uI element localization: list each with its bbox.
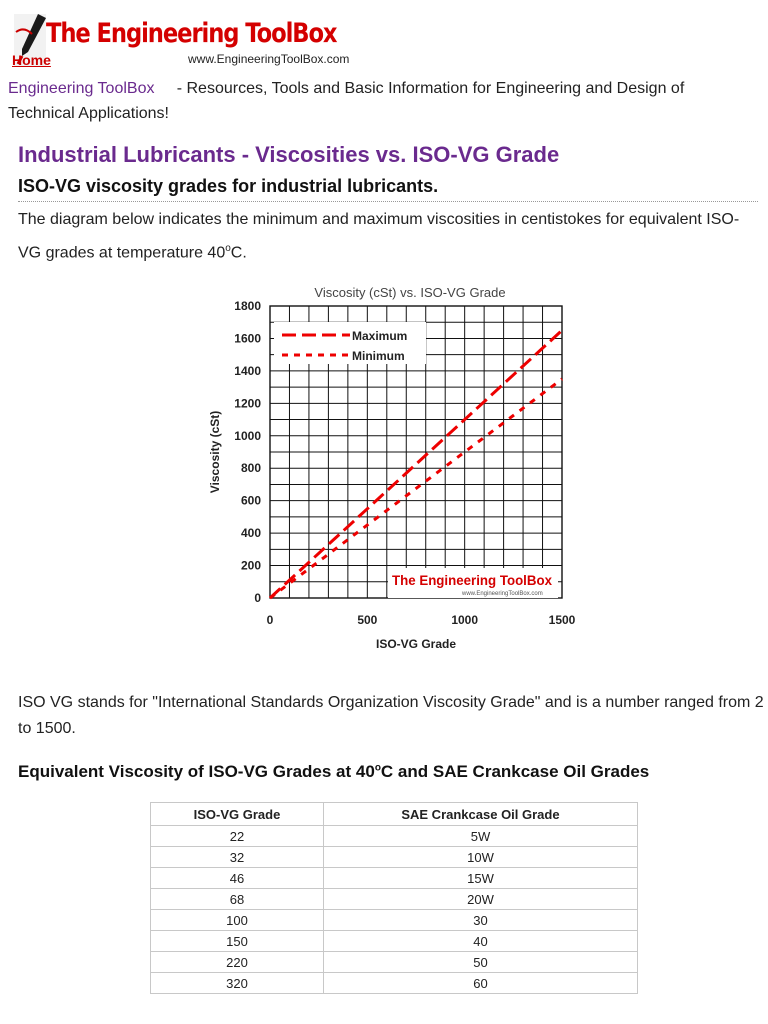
- site-logo[interactable]: [12, 8, 372, 70]
- table-row: [151, 973, 638, 994]
- viscosity-chart: [200, 278, 580, 658]
- table-heading: [18, 762, 649, 782]
- watermark-url: www.EngineeringToolBox.com: [462, 591, 543, 597]
- watermark-title: The Engineering ToolBox: [392, 572, 553, 588]
- x-axis-label: ISO-VG Grade: [375, 637, 457, 651]
- y-axis-label: Viscosity (cSt): [208, 410, 222, 494]
- y-tick-label: 1400: [234, 363, 261, 378]
- engineering-toolbox-link[interactable]: Engineering ToolBox: [8, 80, 155, 97]
- sae-cell: 10W: [323, 847, 637, 868]
- table-row: [151, 910, 638, 931]
- x-tick-label: 1500: [548, 613, 576, 627]
- y-tick-label: 800: [240, 461, 261, 476]
- chart-watermark: [388, 568, 558, 598]
- y-tick-label: 200: [240, 558, 261, 573]
- iso-vg-cell: 220: [151, 952, 324, 973]
- page-subtitle: ISO-VG viscosity grades for industrial lubricants.: [18, 176, 758, 202]
- iso-vg-cell: 100: [151, 910, 324, 931]
- y-tick-label: 1600: [234, 331, 261, 346]
- sae-cell: 40: [323, 931, 637, 952]
- iso-vg-cell: 22: [151, 826, 324, 847]
- sae-cell: 50: [323, 952, 637, 973]
- col-header-iso-vg: ISO-VG Grade: [151, 803, 324, 826]
- site-intro: [8, 76, 748, 126]
- iso-vg-cell: 320: [151, 973, 324, 994]
- y-tick-label: 0: [254, 591, 261, 605]
- sae-cell: 15W: [323, 868, 637, 889]
- x-tick-label: 0: [266, 613, 274, 627]
- table-row: [151, 889, 638, 910]
- table-header-row: [151, 803, 638, 826]
- iso-vg-cell: 68: [151, 889, 324, 910]
- iso-vg-cell: 150: [151, 931, 324, 952]
- chart-title: Viscosity (cSt) vs. ISO-VG Grade: [314, 285, 506, 300]
- site-tagline: - Resources, Tools and Basic Information for Engineering and Design of Technical Applications!: [8, 80, 685, 122]
- table-heading-text: Equivalent Viscosity of ISO-VG Grades at 40: [18, 762, 375, 781]
- legend-min-label: Minimum: [352, 349, 405, 363]
- table-heading-sup: o: [374, 762, 381, 774]
- iso-vg-cell: 32: [151, 847, 324, 868]
- y-tick-label: 1200: [234, 396, 261, 411]
- table-heading-rest: C and SAE Crankcase Oil Grades: [380, 762, 650, 781]
- table-row: [151, 826, 638, 847]
- home-link[interactable]: Home: [12, 52, 51, 68]
- degree-sup: o: [225, 243, 231, 254]
- page-title: Industrial Lubricants - Viscosities vs. ISO-VG Grade: [18, 142, 560, 167]
- y-tick-label: 400: [240, 526, 261, 541]
- sae-cell: 5W: [323, 826, 637, 847]
- table-row: [151, 868, 638, 889]
- iso-vg-cell: 46: [151, 868, 324, 889]
- site-url: www.EngineeringToolBox.com: [188, 52, 350, 66]
- sae-cell: 60: [323, 973, 637, 994]
- x-tick-label: 500: [357, 613, 378, 627]
- table-row: [151, 931, 638, 952]
- col-header-sae: SAE Crankcase Oil Grade: [323, 803, 637, 826]
- legend-max-label: Maximum: [352, 329, 408, 343]
- table-row: [151, 952, 638, 973]
- iso-vg-paragraph: ISO VG stands for "International Standards Organization Viscosity Grade" and is a number ranged from 2 to 1500.: [18, 694, 764, 737]
- description-unit: C.: [230, 244, 247, 262]
- y-tick-label: 1000: [234, 428, 261, 443]
- table-row: [151, 847, 638, 868]
- sae-cell: 20W: [323, 889, 637, 910]
- x-tick-label: 1000: [451, 613, 479, 627]
- sae-cell: 30: [323, 910, 637, 931]
- y-tick-label: 600: [240, 493, 261, 508]
- chart-legend: [274, 322, 426, 364]
- description-paragraph: [18, 205, 758, 267]
- logo-title: The Engineering ToolBox: [46, 18, 337, 49]
- iso-sae-table: [150, 802, 638, 994]
- description-text: The diagram below indicates the minimum and maximum viscosities in centistokes for equivalent ISO-VG grades at temperature 40: [18, 211, 740, 262]
- y-tick-label: 1800: [234, 299, 261, 313]
